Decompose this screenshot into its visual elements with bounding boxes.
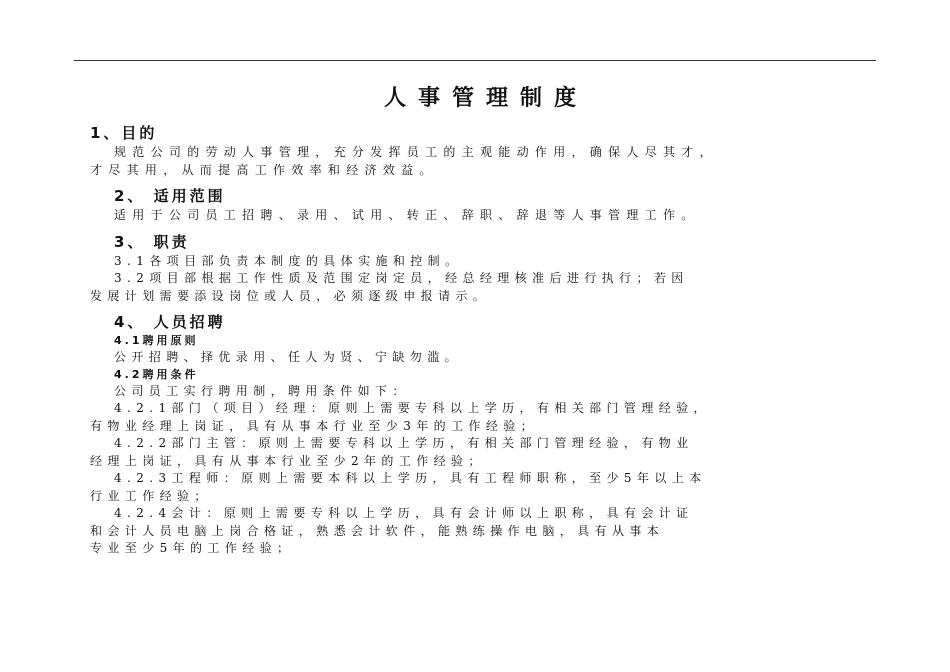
- document-body: [90, 84, 882, 558]
- paragraph-line: 4.2.4会计：原则上需要专科以上学历，具有会计师以上职称，具有会计证: [114, 506, 694, 520]
- paragraph-line: 发展计划需要添设岗位或人员，必须逐级申报请示。: [90, 288, 491, 303]
- paragraph-line: 3.2项目部根据工作性质及范围定岗定员，经总经理核准后进行执行；若因: [114, 271, 689, 285]
- paragraph-line: 经理上岗证，具有从事本行业至少2年的工作经验；: [90, 453, 486, 468]
- paragraph-line: 行业工作经验；: [90, 488, 212, 503]
- paragraph-line: 4.2.1部门（项目）经理：原则上需要专科以上学历，有相关部门管理经验，: [114, 401, 711, 415]
- section-heading-purpose: 1、目的: [90, 124, 158, 142]
- paragraph-line: 公司员工实行聘用制，聘用条件如下：: [114, 383, 410, 398]
- header-rule: [74, 60, 876, 61]
- paragraph-line: 和会计人员电脑上岗合格证，熟悉会计软件，能熟练操作电脑，具有从事本: [90, 523, 665, 538]
- subsection-heading-conditions: 4.2聘用条件: [114, 367, 199, 381]
- paragraph-line: 才尽其用，从而提高工作效率和经济效益。: [90, 162, 438, 177]
- paragraph-line: 适用于公司员工招聘、录用、试用、转正、辞职、辞退等人事管理工作。: [114, 208, 700, 222]
- paragraph-line: 有物业经理上岗证，具有从事本行业至少3年的工作经验；: [90, 418, 539, 433]
- paragraph-line: 专业至少5年的工作经验；: [90, 541, 295, 555]
- paragraph-line: 4.2.2部门主管：原则上需要专科以上学历，有相关部门管理经验，有物业: [114, 436, 694, 450]
- section-heading-duties: 3、 职责: [114, 232, 190, 251]
- paragraph-line: 3.1各项目部负责本制度的具体实施和控制。: [114, 253, 463, 268]
- section-heading-scope: 2、 适用范围: [114, 187, 226, 205]
- paragraph-line: 规范公司的劳动人事管理，充分发挥员工的主观能动作用，确保人尽其才，: [114, 145, 718, 159]
- document-title: 人事管理制度: [383, 86, 588, 111]
- subsection-heading-principles: 4.1聘用原则: [114, 334, 199, 347]
- paragraph-line: 公开招聘、择优录用、任人为贤、宁缺勿滥。: [114, 350, 463, 364]
- section-heading-recruitment: 4、 人员招聘: [114, 313, 226, 331]
- paragraph-line: 4.2.3工程师：原则上需要本科以上学历，具有工程师职称，至少5年以上本: [114, 471, 707, 485]
